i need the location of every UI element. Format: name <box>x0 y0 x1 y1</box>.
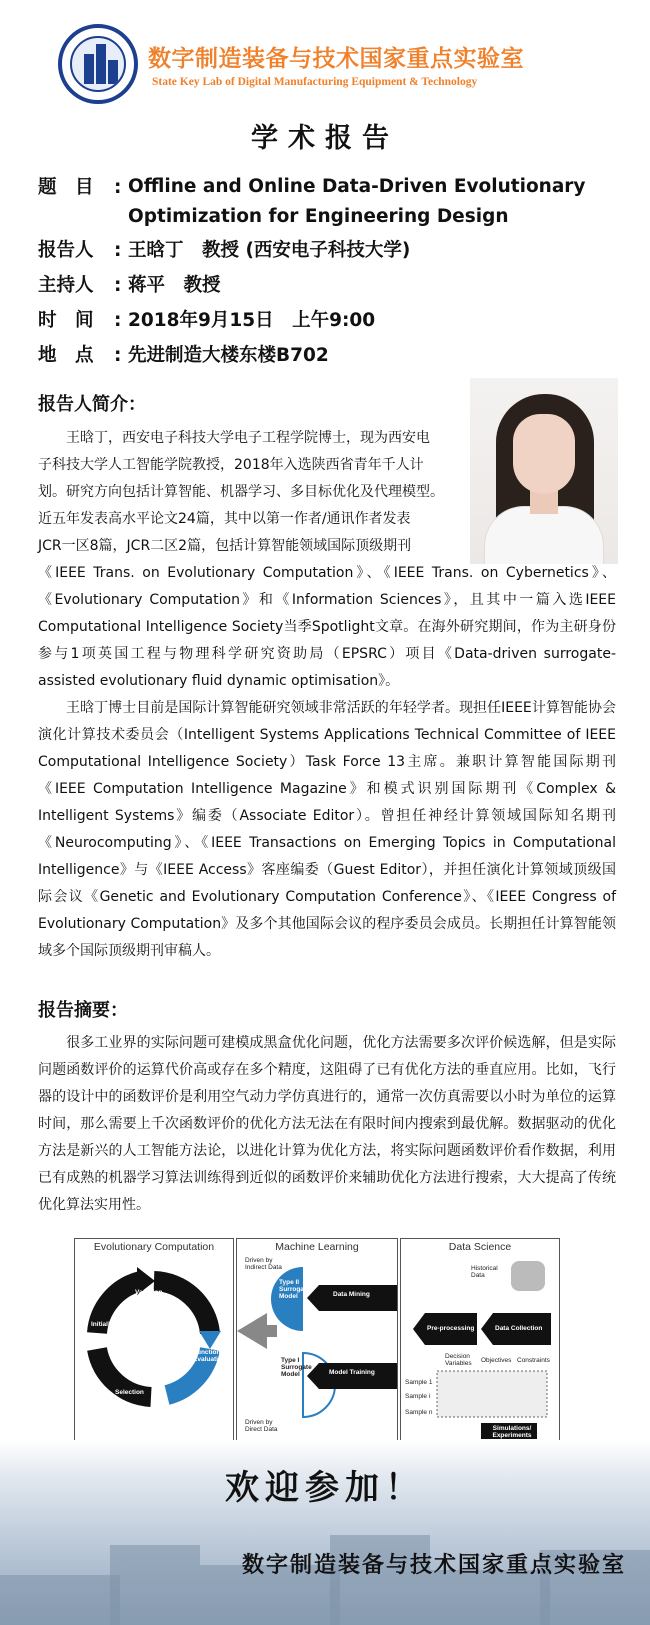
label-decision-variables: Decision Variables <box>445 1353 472 1367</box>
info-row-host: 主持人 : 蒋平 教授 <box>38 270 618 302</box>
label-function-evaluation: Function Evaluation <box>193 1349 226 1363</box>
bio-heading: 报告人简介： <box>38 394 146 415</box>
abstract-paragraph <box>38 1030 616 1219</box>
label-type2-surrogate: Type II Surrogate Model <box>279 1279 310 1300</box>
label-variation: Variation <box>135 1289 163 1296</box>
label-type1-surrogate: Type I Surrogate Model <box>281 1357 312 1378</box>
panel-machine-learning <box>236 1238 398 1444</box>
time-label: 时 间 <box>38 310 94 331</box>
page-title: 学术报告 <box>251 123 399 154</box>
label-simulations-experiments: Simulations/ Experiments <box>492 1425 532 1439</box>
topic-label: 题 目 <box>38 177 94 198</box>
label-data-collection: Data Collection <box>495 1325 543 1332</box>
bio-line: 近五年发表高水平论文24篇，其中以第一作者/通讯作者发表 <box>38 511 411 527</box>
talk-info <box>38 172 618 375</box>
bio-line: JCR一区8篇，JCR二区2篇，包括计算智能领域国际顶级期刊 <box>38 538 412 554</box>
speaker-label: 报告人 <box>38 240 94 261</box>
time-value: 2018年9月15日 上午9:00 <box>128 310 376 331</box>
label-pre-processing: Pre-processing <box>427 1325 475 1332</box>
bio-paragraph-2 <box>38 695 616 965</box>
info-row-topic: 题 目 : Offline and Online Data-Driven Evolutionary Optimization for Engineering Design <box>38 172 618 232</box>
host-label: 主持人 <box>38 275 94 296</box>
label-data-mining: Data Mining <box>333 1291 370 1298</box>
speaker-value: 王晗丁 教授 (西安电子科技大学) <box>128 240 411 261</box>
bio-line: 划。研究方向包括计算智能、机器学习、多目标优化及代理模型。 <box>38 484 444 500</box>
header <box>0 0 650 110</box>
topic-value: Offline and Online Data-Driven Evolutionary Optimization for Engineering Design <box>128 176 586 227</box>
label-constraints: Constraints <box>517 1357 550 1364</box>
footer-lab-name: 数字制造装备与技术国家重点实验室 <box>241 1552 626 1578</box>
label-sample-1: Sample 1 <box>405 1379 433 1386</box>
label-sample-n: Sample n <box>405 1409 433 1416</box>
info-row-speaker: 报告人 : 王晗丁 教授 (西安电子科技大学) <box>38 235 618 267</box>
panel-title-ec: Evolutionary Computation <box>93 1241 215 1253</box>
host-value: 蒋平 教授 <box>128 275 221 296</box>
info-row-time: 时 间 : 2018年9月15日 上午9:00 <box>38 305 618 337</box>
abstract-heading: 报告摘要： <box>38 1000 128 1021</box>
bio-line: 王晗丁，西安电子科技大学电子工程学院博士，现为西安电 <box>66 430 430 446</box>
panel-data-science <box>400 1238 560 1444</box>
label-driven-indirect: Driven by Indirect Data <box>245 1257 282 1271</box>
evolution-cycle-graphic <box>75 1253 233 1443</box>
info-row-place: 地 点 : 先进制造大楼东楼B702 <box>38 340 618 372</box>
label-selection: Selection <box>115 1389 144 1396</box>
logo-emblem <box>70 36 126 92</box>
bio-line: 子科技大学人工智能学院教授，2018年入选陕西省青年千人计 <box>38 457 424 473</box>
data-driven-optimization-diagram <box>74 1238 574 1444</box>
bio-paragraph-2-text: 王晗丁博士目前是国际计算智能研究领域非常活跃的年轻学者。现担任IEEE计算智能协会演化计算技术委员会（Intelligent Systems Applications Technical Committee of IEEE Computational Intelligence Society）Task Force 13主席。兼职计算智能国际期刊《IEEE Computation Intelligence Magazine》和模式识别国际期刊《Complex & Intelligent Systems》编委（Associate Editor）。曾担任神经计算领域国际知名期刊《Neurocomputing》、《IEEE Transactions on Emerging Topics in Computational Intelligence》与《IEEE Access》客座编委（Guest Editor），并担任演化计算领域顶级国际会议《Genetic and Evolutionary Computation Conference》、《IEEE Congress of Evolutionary Computation》及多个其他国际会议的程序委员会成员。长期担任计算智能领域多个国际顶级期刊审稿人。 <box>38 700 616 959</box>
label-model-training: Model Training <box>329 1369 375 1376</box>
label-initialization: Initialization <box>91 1321 129 1328</box>
label-driven-direct: Driven by Direct Data <box>245 1419 278 1433</box>
welcome-text: 欢迎参加！ <box>225 1468 425 1508</box>
label-historical-data: Historical Data <box>471 1265 498 1279</box>
abstract-text: 很多工业界的实际问题可建模成黑盒优化问题，优化方法需要多次评价候选解，但是实际问题函数评价的运算代价高或存在多个精度，这阻碍了已有优化方法的垂直应用。比如，飞行器的设计中的函数评价是利用空气动力学仿真进行的，通常一次仿真需要以小时为单位的运算时间，那么需要上千次函数评价的优化方法无法在有限时间内搜索到最优解。数据驱动的优化方法是新兴的人工智能方法论，以进化计算为优化方法，将实际问题函数评价看作数据，利用已有成熟的机器学习算法训练得到近似的函数评价来辅助优化方法进行搜索，大大提高了传统优化算法实用性。 <box>38 1035 616 1213</box>
lab-name-cn: 数字制造装备与技术国家重点实验室 <box>148 46 524 72</box>
panel-title-ds: Data Science <box>448 1241 512 1253</box>
panel-title-ml: Machine Learning <box>275 1241 359 1253</box>
bio-paragraph-1-top <box>38 425 464 560</box>
label-objectives: Objectives <box>481 1357 512 1364</box>
speaker-photo <box>470 378 618 564</box>
lab-logo <box>58 24 138 104</box>
panel-evolutionary-computation <box>74 1238 234 1444</box>
lab-name-en: State Key Lab of Digital Manufacturing Equipment & Technology <box>152 76 478 88</box>
bio-paragraph-1-rest: 《IEEE Trans. on Evolutionary Computation》、《IEEE Trans. on Cybernetics》、《Evolutionary Computation》和《Information Sciences》，且其中一篇入选IEEE Computational Intelligence Society当季Spotlight文章。在海外研究期间，作为主研身份参与1项英国工程与物理科学研究资助局（EPSRC）项目《Data-driven surrogate-assisted evolutionary fluid dynamic optimisation》。 <box>38 565 616 689</box>
label-sample-i: Sample i <box>405 1393 431 1400</box>
place-value: 先进制造大楼东楼B702 <box>128 345 329 366</box>
place-label: 地 点 <box>38 345 94 366</box>
machine-learning-graphic <box>237 1253 397 1443</box>
